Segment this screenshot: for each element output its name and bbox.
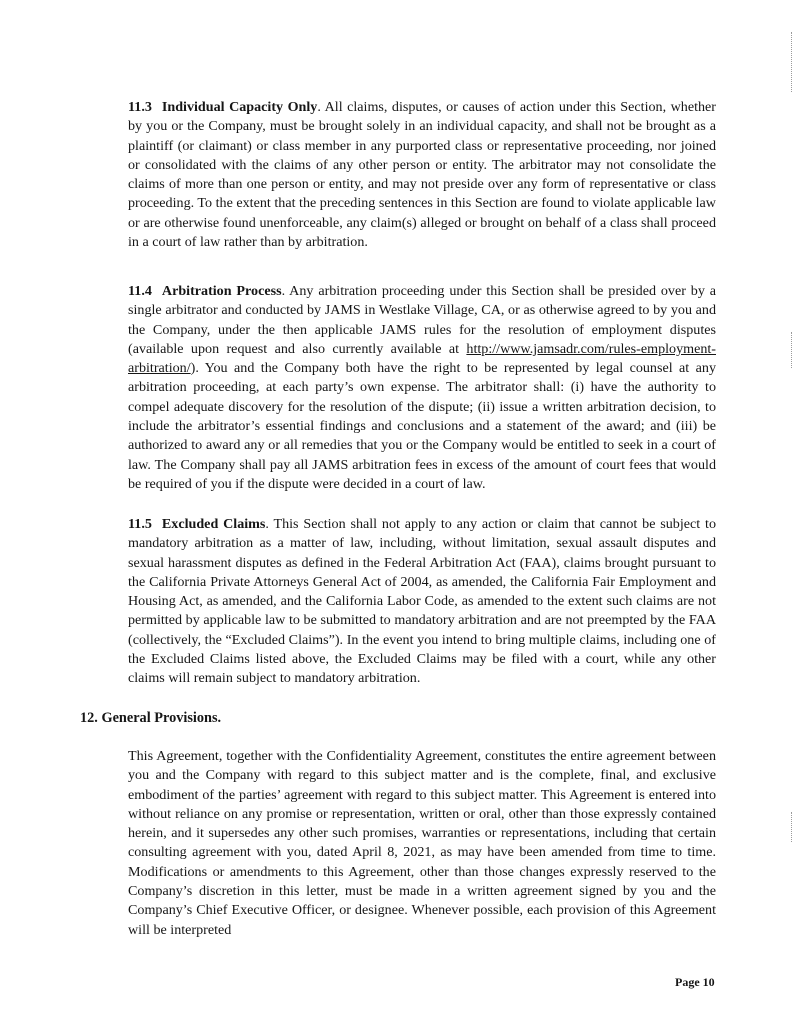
section-11-3-paragraph xyxy=(128,98,716,252)
section-heading: Arbitration Process xyxy=(161,283,282,299)
page-number: Page 10 xyxy=(675,975,715,989)
scan-mark xyxy=(791,332,793,368)
section-heading: Individual Capacity Only xyxy=(161,99,318,115)
section-12-paragraph: This Agreement, together with the Confidentiality Agreement, constitutes the entire agreement between you and the Company with regard to this subject matter and is the complete, final, and exclusive embodiment of the parties’ agreement with regard to this subject matter. This Agreement is entered into without reliance on any promise or representation, written or oral, other than those expressly contained herein, and it supersedes any other such promises, warranties or representations, including that certain consulting agreement with you, dated April 8, 2021, as may have been amended from time to time. Modifications or amendments to this Agreement, other than those changes expressly reserved to the Company’s discretion in this letter, must be made in a written agreement signed by you and the Company’s Chief Executive Officer, or designee. Whenever possible, each provision of this Agreement will be interpreted xyxy=(128,748,716,938)
section-12-heading: 12. General Provisions. xyxy=(80,710,222,726)
section-heading: Excluded Claims xyxy=(161,516,266,532)
section-12 xyxy=(128,747,716,940)
scan-mark xyxy=(791,812,793,842)
section-number: 11.5 xyxy=(128,516,152,532)
section-11-4-paragraph xyxy=(128,282,716,494)
section-11-5-paragraph xyxy=(128,515,716,689)
section-body: . All claims, disputes, or causes of action under this Section, whether by you or the Company, must be brought solely in an individual capacity, and shall not be brought as a plaintiff (or claimant) or class member in any purported class or representative proceeding, nor joined or consolidated with the claims of any other person or entity. The arbitrator may not consolidate the claims of more than one person or entity, and may not preside over any form of representative or class proceeding. To the extent that the preceding sentences in this Section are found to violate applicable law or are otherwise found unenforceable, any claim(s) alleged or brought on behalf of a class shall proceed in a court of law rather than by arbitration. xyxy=(128,99,716,251)
section-11-3 xyxy=(128,98,716,252)
section-body-continued: ). You and the Company both have the right to be represented by legal counsel at any arbitration proceeding, at each party’s own expense. The arbitrator shall: (i) have the authority to compel adequate discovery for the resolution of the dispute; (ii) issue a written arbitration decision, to include the arbitrator’s essential findings and conclusions and a statement of the award; and (iii) be authorized to award any or all remedies that you or the Company would be entitled to seek in a court of law. The Company shall pay all JAMS arbitration fees in excess of the amount of court fees that would be required of you if the dispute were decided in a court of law. xyxy=(128,360,716,492)
section-body: . This Section shall not apply to any action or claim that cannot be subject to mandatory arbitration as a matter of law, including, without limitation, sexual assault disputes and sexual harassment disputes as defined in the Federal Arbitration Act (FAA), claims brought pursuant to the California Private Attorneys General Act of 2004, as amended, the California Fair Employment and Housing Act, as amended, and the California Labor Code, as amended to the extent such claims are not permitted by applicable law to be submitted to mandatory arbitration and are not preempted by the FAA (collectively, the “Excluded Claims”). In the event you intend to bring multiple claims, including one of the Excluded Claims listed above, the Excluded Claims may be filed with a court, while any other claims will remain subject to mandatory arbitration. xyxy=(128,516,716,687)
section-11-5 xyxy=(128,515,716,689)
section-number: 11.3 xyxy=(128,99,152,115)
jams-rules-link[interactable]: http://www.jamsadr.com/rules-employment-arbitration/ xyxy=(128,340,716,377)
section-number: 11.4 xyxy=(128,283,152,299)
scan-mark xyxy=(791,32,793,92)
section-11-4 xyxy=(128,282,716,494)
section-body: . Any arbitration proceeding under this Section shall be presided over by a single arbitrator and conducted by JAMS in Westlake Village, CA, or as otherwise agreed to by you and the Company, under the then applicable JAMS rules for the resolution of employment disputes (available upon request and also currently available at xyxy=(128,283,716,357)
